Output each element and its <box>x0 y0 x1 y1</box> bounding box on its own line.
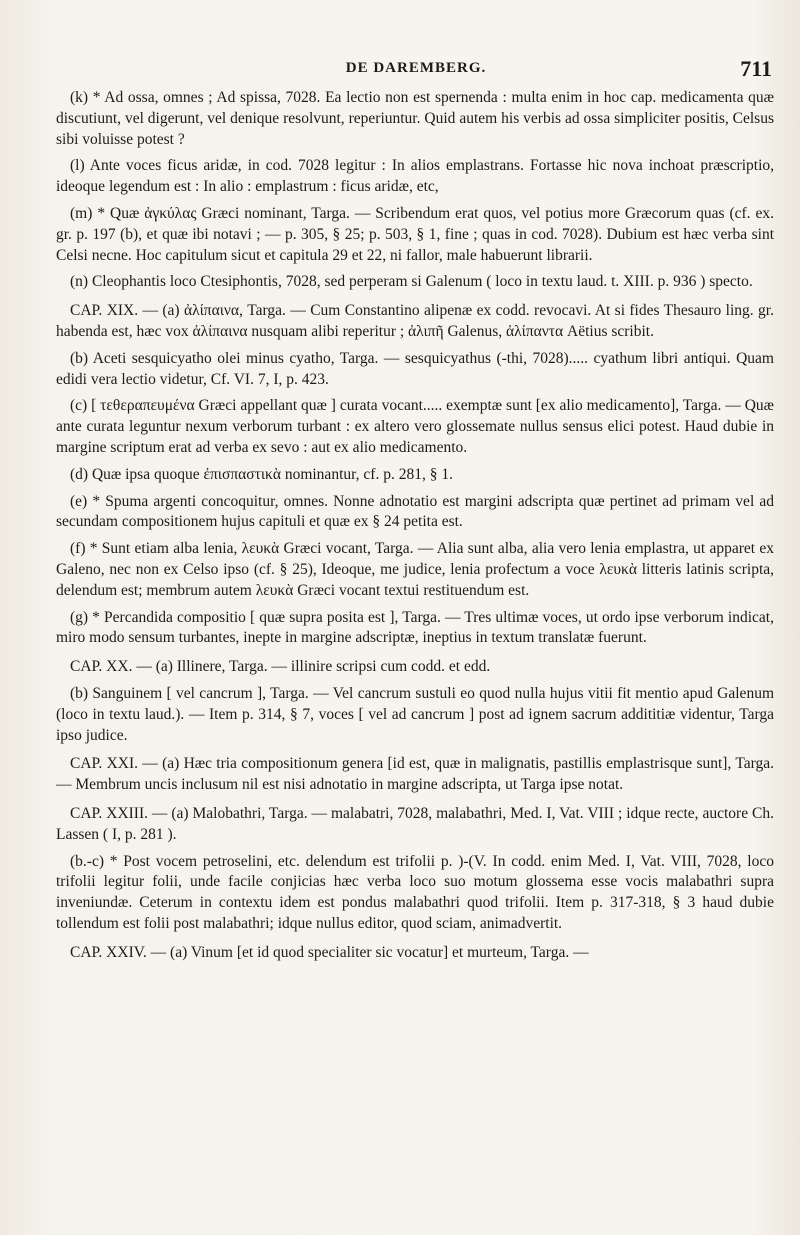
note-n: (n) Cleophantis loco Ctesiphontis, 7028, sed perperam si Galenum ( loco in textu laud. t. XIII. p. 936 ) specto. <box>70 273 753 291</box>
cap-xix-note-e: (e) * Spuma argenti concoquitur, omnes. Nonne adnotatio est margini adscripta quæ pertinet ad primam vel ad secundam compositionem hujus capituli et quæ ex § 24 petita est. <box>56 492 774 531</box>
note-l: (l) Ante voces ficus aridæ, in cod. 7028 legitur : In alios emplastrans. Fortasse hic nova inchoat præscriptio, ideoque legendum est : In alio : emplastrum : ficus aridæ, etc, <box>56 157 774 196</box>
cap-xix-note-c: (c) [ τεθεραπευμένα Græci appellant quæ ] curata vocant..... exemptæ sunt [ex alio medicamento], Targa. — Quæ ante curata leguntur nexum verborum turbant : ex altero vero glossemate nullus sensus elici potest. Haud dubie in margine scriptum erat ad verba ex sevo : aut ex alio medicamento. <box>56 397 774 456</box>
cap-xix-note-f: (f) * Sunt etiam alba lenia, λευκὰ Græci vocant, Targa. — Alia sunt alba, alia vero lenia emplastra, ut apparet ex Galeno, nec non ex Celso ipso (cf. § 25), Ideoque, me judice, lenia profectum a voce λευκὰ litteris latinis scripta, delendum est; membrum autem λευκὰ Græci vocant textui restituendum est. <box>56 540 774 599</box>
cap-xx-note-a: CAP. XX. — (a) Illinere, Targa. — illinire scripsi cum codd. et edd. <box>70 658 491 676</box>
cap-xx-note-b: (b) Sanguinem [ vel cancrum ], Targa. — Vel cancrum sustuli eo quod nulla hujus vitii fit mentio apud Galenum (loco in textu laud.). — Item p. 314, § 7, voces [ vel ad cancrum ] post ad ignem sacrum addititiæ videntur, Targa ipso judice. <box>56 684 774 744</box>
page-number: 711 <box>740 56 772 81</box>
cap-xxiii-note-a: CAP. XXIII. — (a) Malobathri, Targa. — malabatri, 7028, malabathri, Med. I, Vat. VIII ; idque recte, auctore Ch. Lassen ( I, p. 281 ). <box>56 804 774 843</box>
note-k: (k) * Ad ossa, omnes ; Ad spissa, 7028. Ea lectio non est spernenda : multa enim in hoc cap. medicamenta quæ discutiunt, vel digerunt, vel denique resolvunt, reperiuntur. Quid autem his verbis ad ossa simpliciter positis, Celsus sibi voluisse potest ? <box>56 89 774 148</box>
cap-xix-note-a: CAP. XIX. — (a) ἀλίπαινα, Targa. — Cum Constantino alipenæ ex codd. revocavi. At si fides Thesauro ling. gr. habenda est, hæc vox ἀλίπαινα nusquam alibi reperitur ; ἀλιπῆ Galenus, ἀλίπαντα Aëtius scribit. <box>56 302 774 340</box>
page-header <box>60 56 772 86</box>
note-m: (m) * Quæ ἀγκύλας Græci nominant, Targa. — Scribendum erat quos, vel potius more Græcorum quas (cf. ex. gr. p. 197 (b), et quæ ibi notavi ; — p. 305, § 25; p. 503, § 1, fine ; quas in cod. 7028). Dubium est hæc verba sint Celsi necne. Hoc capitulum sicut et capitula 29 et 22, ni fallor, male habuerunt librarii. <box>56 204 774 264</box>
running-title: DE DAREMBERG. <box>345 60 487 76</box>
cap-xxiv-note-a: CAP. XXIV. — (a) Vinum [et id quod specialiter sic vocatur] et murteum, Targa. — <box>70 943 589 961</box>
body-text <box>56 88 774 969</box>
cap-xix-note-g: (g) * Percandida compositio [ quæ supra posita est ], Targa. — Tres ultimæ voces, ut ordo ipse verborum indicat, miro modo sensum turbantes, inepte in margine adscriptæ, ineptius in textum translatæ fuerunt. <box>56 608 774 647</box>
cap-xix-note-d: (d) Quæ ipsa quoque ἐπισπαστικὰ nominantur, cf. p. 281, § 1. <box>70 465 453 483</box>
cap-xxi-note-a: CAP. XXI. — (a) Hæc tria compositionum genera [id est, quæ in malignatis, pastillis emplastrisque sunt], Targa. — Membrum uncis inclusum nil est nisi adnotatio in margine adscripta, ut Targa ipse notat. <box>56 755 774 794</box>
cap-xix-note-b: (b) Aceti sesquicyatho olei minus cyatho, Targa. — sesquicyathus (-thi, 7028)..... cyathum libri antiqui. Quam edidi vera lectio videtur, Cf. VI. 7, I, p. 423. <box>56 349 774 388</box>
cap-xxiii-note-bc: (b.-c) * Post vocem petroselini, etc. delendum est trifolii p. )-(V. In codd. enim Med. I, Vat. VIII, 7028, loco trifolii legitur folii, unde facile conjicias hæc verba loco suo motum glossema esse vocis malabathri supra inveniundæ. Ceterum in contextu idem est pondus malabathri quod trifolii. Item p. 317-318, § 3 haud dubie tollendum est folii post malabathri; idque nullus editor, quod sciam, animadvertit. <box>56 852 774 932</box>
